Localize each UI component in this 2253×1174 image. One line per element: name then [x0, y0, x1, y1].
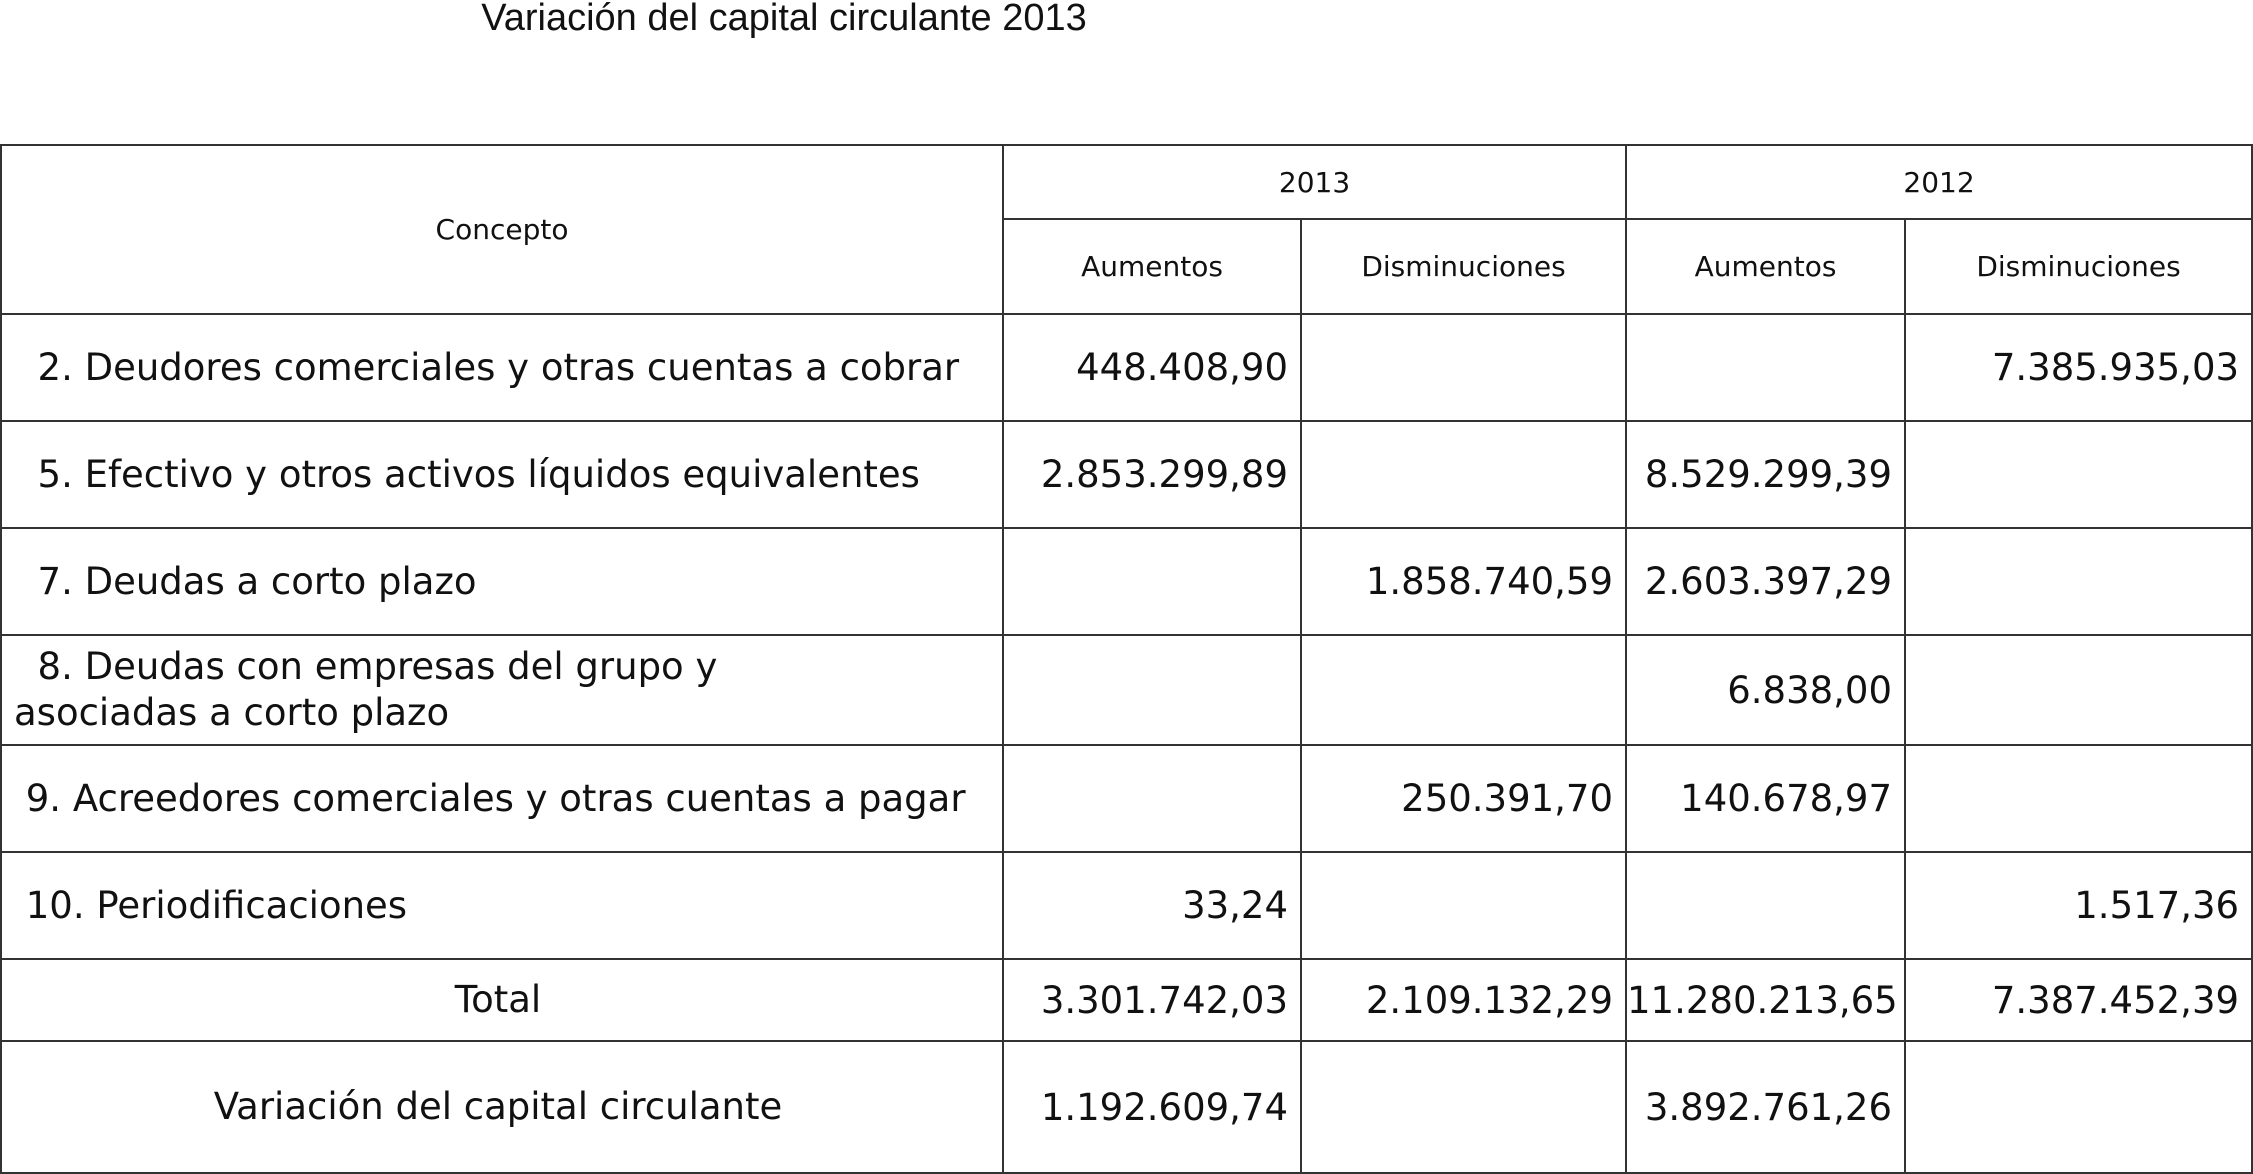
variation-row: [1, 1041, 2252, 1173]
row-concept: 9. Acreedores comerciales y otras cuentas a pagar: [1, 745, 1003, 852]
table-row: [1, 745, 2252, 852]
total-value: 3.301.742,03: [1003, 959, 1301, 1041]
table-row: [1, 852, 2252, 959]
cell-value: 448.408,90: [1003, 314, 1301, 421]
cell-value: 7.385.935,03: [1905, 314, 2252, 421]
cell-value: [1905, 635, 2252, 745]
table-row: [1, 528, 2252, 635]
total-label: Total: [1, 959, 1003, 1041]
cell-value: 1.858.740,59: [1301, 528, 1626, 635]
total-value: 11.280.213,65: [1626, 959, 1905, 1041]
year-header-2013: 2013: [1003, 145, 1626, 219]
header-2013-aumentos: Aumentos: [1003, 219, 1301, 314]
header-2013-disminuciones: Disminuciones: [1301, 219, 1626, 314]
row-concept: 5. Efectivo y otros activos líquidos equivalentes: [1, 421, 1003, 528]
cell-value: [1003, 745, 1301, 852]
row-concept: 2. Deudores comerciales y otras cuentas a cobrar: [1, 314, 1003, 421]
table-row: [1, 421, 2252, 528]
total-row: [1, 959, 2252, 1041]
cell-value: 2.603.397,29: [1626, 528, 1905, 635]
cell-value: 1.517,36: [1905, 852, 2252, 959]
cell-value: [1301, 421, 1626, 528]
year-header-2012: 2012: [1626, 145, 2252, 219]
cell-value: 140.678,97: [1626, 745, 1905, 852]
cell-value: [1626, 852, 1905, 959]
cell-value: 33,24: [1003, 852, 1301, 959]
header-2012-disminuciones: Disminuciones: [1905, 219, 2252, 314]
cell-value: [1003, 635, 1301, 745]
cell-value: [1003, 528, 1301, 635]
cell-value: 250.391,70: [1301, 745, 1626, 852]
row-concept: 7. Deudas a corto plazo: [1, 528, 1003, 635]
total-value: 2.109.132,29: [1301, 959, 1626, 1041]
cell-value: 8.529.299,39: [1626, 421, 1905, 528]
row-concept: 10. Periodificaciones: [1, 852, 1003, 959]
page-title: Variación del capital circulante 2013: [481, 0, 1087, 39]
header-row-years: [1, 145, 2252, 219]
cell-value: 6.838,00: [1626, 635, 1905, 745]
cell-value: [1301, 314, 1626, 421]
variation-value: 3.892.761,26: [1626, 1041, 1905, 1173]
total-value: 7.387.452,39: [1905, 959, 2252, 1041]
working-capital-table: [0, 144, 2253, 1174]
table-row: [1, 314, 2252, 421]
variation-value: [1905, 1041, 2252, 1173]
cell-value: [1301, 852, 1626, 959]
cell-value: [1905, 528, 2252, 635]
cell-value: [1905, 745, 2252, 852]
cell-value: [1626, 314, 1905, 421]
cell-value: [1905, 421, 2252, 528]
variation-label: Variación del capital circulante: [1, 1041, 1003, 1173]
variation-value: [1301, 1041, 1626, 1173]
header-2012-aumentos: Aumentos: [1626, 219, 1905, 314]
concept-header: Concepto: [1, 145, 1003, 314]
variation-value: 1.192.609,74: [1003, 1041, 1301, 1173]
table-row: [1, 635, 2252, 745]
cell-value: [1301, 635, 1626, 745]
row-concept: 8. Deudas con empresas del grupo y asociadas a corto plazo: [1, 635, 1003, 745]
cell-value: 2.853.299,89: [1003, 421, 1301, 528]
